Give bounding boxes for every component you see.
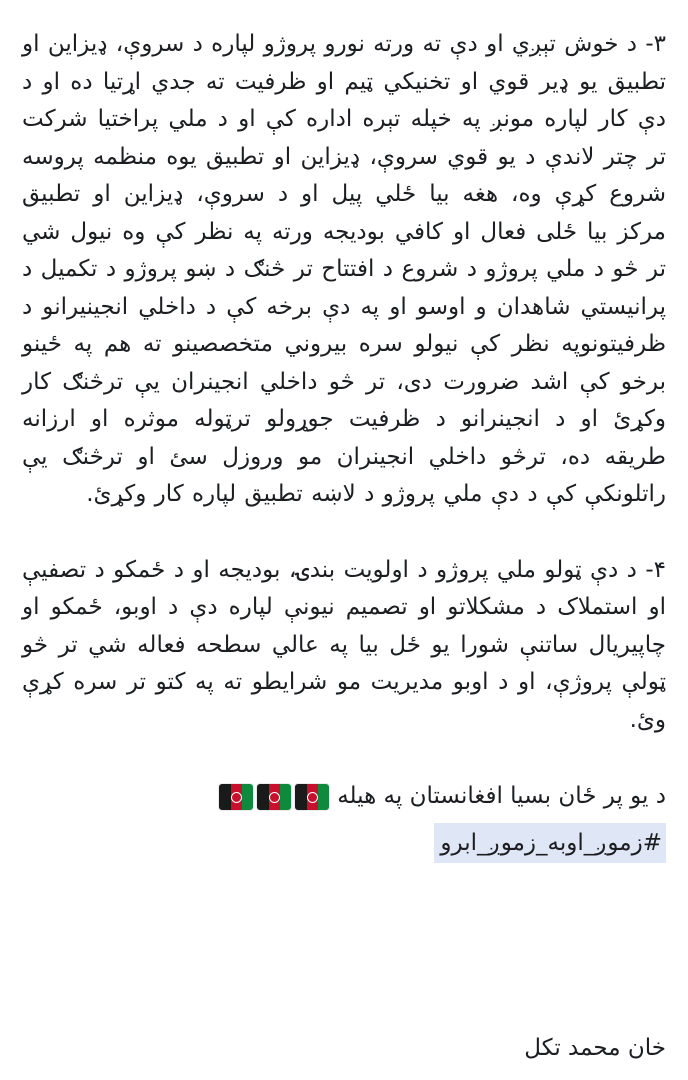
afghanistan-flag-icon [219, 784, 253, 810]
flag-emoji-group [219, 784, 329, 810]
author-signature: خان محمد تکل [524, 1035, 666, 1061]
hashtag-link[interactable]: #زموږ_اوبه_زموږ_ابرو [434, 823, 666, 863]
paragraph-4: ۴- د دې ټولو ملي پروژو د اولویت بندۍ، بودیجه او د ځمکو د تصفیې او استملاک د مشکلاتو او تصمیم نیونې لپاره دې د اوبو، ځمکو او چاپیریال ساتنې شورا یو ځل بیا په عالي سطحه فعاله شي تر څو ټولې پروژې، او د اوبو مدیریت مو شرایطو ته په کتو تر سره کړې وئ. [22, 556, 666, 733]
paragraph-3: ۳- د خوش تېږي او دې ته ورته نورو پروژو لپاره د سروې، ډیزاین او تطبیق یو ډیر قوي او تخنیکي ټیم او ظرفیت ته جدي اړتیا ده او د دې کار لپاره مونږ په خپله تېره اداره کې او د ملي پراختیا شرکت تر چتر لاندې د یو قوي سروې، ډیزاین او تطبیق یوه منظمه پروسه شروع کړې وه، هغه بیا ځلي پیل او د سروې، ډیزاین او تطبیق مرکز بیا ځلی فعال او کافي بودیجه ورته په نظر کې وه نیول شي تر څو د ملي پروژو د شروع د افتتاح تر څنګ د ښو پروژو د تکمیل د پرانیستي شاهدان و اوسو او په دې برخه کې د داخلي انجینیرانو د ظرفیتونوپه نظر کې نیولو سره بیروني متخصصینو ته هم په ځینو برخو کې اشد ضرورت دی، تر څو داخلي انجینران یې ترڅنګ کار وکړئ او د انجینرانو د ظرفیت جوړولو ترټوله موثره او ارزانه طریقه ده، ترڅو داخلي انجینران مو وروزل سئ او ترڅنګ یې راتلونکې کې د دې ملي پروژو د لاښه تطبیق لپاره کار وکړئ. [22, 31, 666, 507]
paragraph-spacer [22, 739, 666, 777]
hashtag-line [22, 823, 666, 863]
paragraph-spacer [22, 514, 666, 552]
afghanistan-flag-icon [295, 784, 329, 810]
closing-line [22, 777, 666, 817]
closing-text: د یو پر ځان بسیا افغانستان په هیله [337, 783, 666, 810]
afghanistan-flag-icon [257, 784, 291, 810]
